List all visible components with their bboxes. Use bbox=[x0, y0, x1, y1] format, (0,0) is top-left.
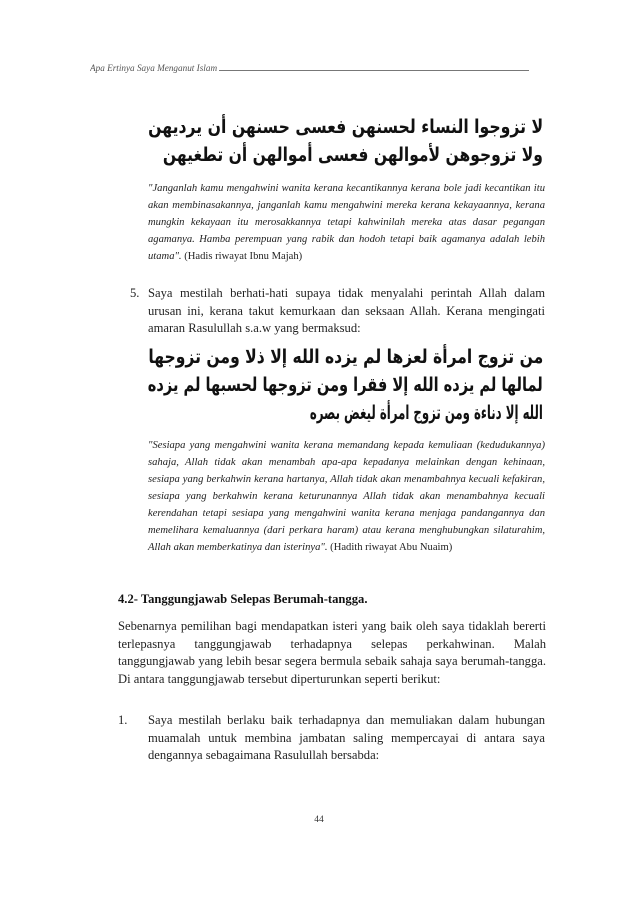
section-paragraph: Sebenarnya pemilihan bagi mendapatkan isteri yang baik oleh saya tidaklah bererti terlepasnya tanggungjawab terhadapnya selepas perkahwinan. Malah tanggungjawab yang lebih besar segera bermula sebaik sahaja saya berumah-tangga. Di antara tanggungjawab tersebut diperturunkan seperti berikut: bbox=[118, 619, 546, 686]
running-header-title: Apa Ertinya Saya Menganut Islam bbox=[90, 63, 218, 73]
hadith-2-text: "Sesiapa yang mengahwini wanita kerana memandang kepada kemuliaan (kedudukannya) sahaja, Allah tidak akan menambah apa-apa kepadanya melainkan dengan kehinaan, sesiapa yang berkahwin kerana hartanya, Allah tidak akan menambahnya kecuali kefakiran, sesiapa yang berkahwin kerana keturunannya Allah tidak akan menambahnya kecuali kerendahan tetapi sesiapa yang mengahwini wanita kerana menjaga pandangannya dan memelihara kemaluannya (dari perkara haram) atau kerana menghubungkan silaturahim, Allah akan memberkatinya dan isterinya". bbox=[148, 440, 545, 553]
section-heading: 4.2- Tanggungjawab Selepas Berumah-tangga. bbox=[118, 592, 368, 606]
hadith-2-source: (Hadith riwayat Abu Nuaim) bbox=[327, 542, 453, 553]
arabic-hadith-2-line-2: ﻟﻤﺎﻟﻬﺎ ﻟﻢ ﻳﺰﺩﻩ ﺍﻟﻠﻪ ﺇﻻ ﻓﻘﺮﺍ ﻭﻣﻦ ﺗﺰﻭﺟﻬﺎ ﻟﺤﺴﺒﻬﺎ ﻟﻢ ﻳﺰﺩﻩ bbox=[147, 374, 543, 396]
hadith-1-translation bbox=[148, 180, 545, 265]
item-1-number: 1. bbox=[118, 713, 128, 727]
running-header bbox=[90, 62, 540, 73]
arabic-hadith-1-line-2: ﻭﻻ ﺗﺰﻭﺟﻮﻫﻦ ﻷﻣﻮﺍﻟﻬﻦ ﻓﻌﺴﻰ ﺃﻣﻮﺍﻟﻬﻦ ﺃﻥ ﺗﻄﻐﻴﻬﻦ bbox=[162, 144, 543, 166]
hadith-2-translation bbox=[148, 437, 545, 556]
hadith-1-source: (Hadis riwayat Ibnu Majah) bbox=[181, 251, 303, 262]
item-5-text: Saya mestilah berhati-hati supaya tidak menyalahi perintah Allah dalam urusan ini, kerana takut kemurkaan dan seksaan Allah. Kerana mengingati amaran Rasulullah s.a.w yang bermaksud: bbox=[148, 286, 545, 335]
item-5-number: 5. bbox=[130, 286, 140, 300]
header-rule bbox=[219, 62, 529, 71]
item-1-text: Saya mestilah berlaku baik terhadapnya dan memuliakan dalam hubungan muamalah untuk membina jambatan saling mempercayai di antara saya dengannya sebagaimana Rasulullah bersabda: bbox=[148, 713, 545, 762]
hadith-1-text: "Janganlah kamu mengahwini wanita kerana kecantikannya kerana bole jadi kecantikan itu akan membinasakannya, janganlah kamu mengahwini mereka kerana kekayaannya, kerana mungkin kekayaan itu merosakkannya tetapi kahwinilah mereka atas dasar pegangan agamanya. Hamba perempuan yang rabik dan hodoh tetapi baik agamanya adalah lebih utama". bbox=[148, 183, 545, 262]
arabic-hadith-1-line-1: ﻻ ﺗﺰﻭﺟﻮﺍ ﺍﻟﻨﺴﺎﺀ ﻟﺤﺴﻨﻬﻦ ﻓﻌﺴﻰ ﺣﺴﻨﻬﻦ ﺃﻥ ﻳﺮﺩﻳﻬﻦ bbox=[148, 116, 544, 138]
arabic-hadith-2-line-1: ﻣﻦ ﺗﺰﻭﺝ ﺍﻣﺮﺃﺓ ﻟﻌﺰﻫﺎ ﻟﻢ ﻳﺰﺩﻩ ﺍﻟﻠﻪ ﺇﻻ ﺫﻻ ﻭﻣﻦ ﺗﺰﻭﺟﻬﺎ bbox=[148, 346, 544, 368]
page-number: 44 bbox=[314, 815, 324, 825]
arabic-hadith-2-line-3: ﺍﻟﻠﻪ ﺇﻻ ﺩﻧﺎﺀﺓ ﻭﻣﻦ ﺗﺰﻭﺝ ﺍﻣﺮﺃﺓ ﻟﻴﻐﺾ ﺑﺼﺮﻩ bbox=[309, 402, 543, 424]
